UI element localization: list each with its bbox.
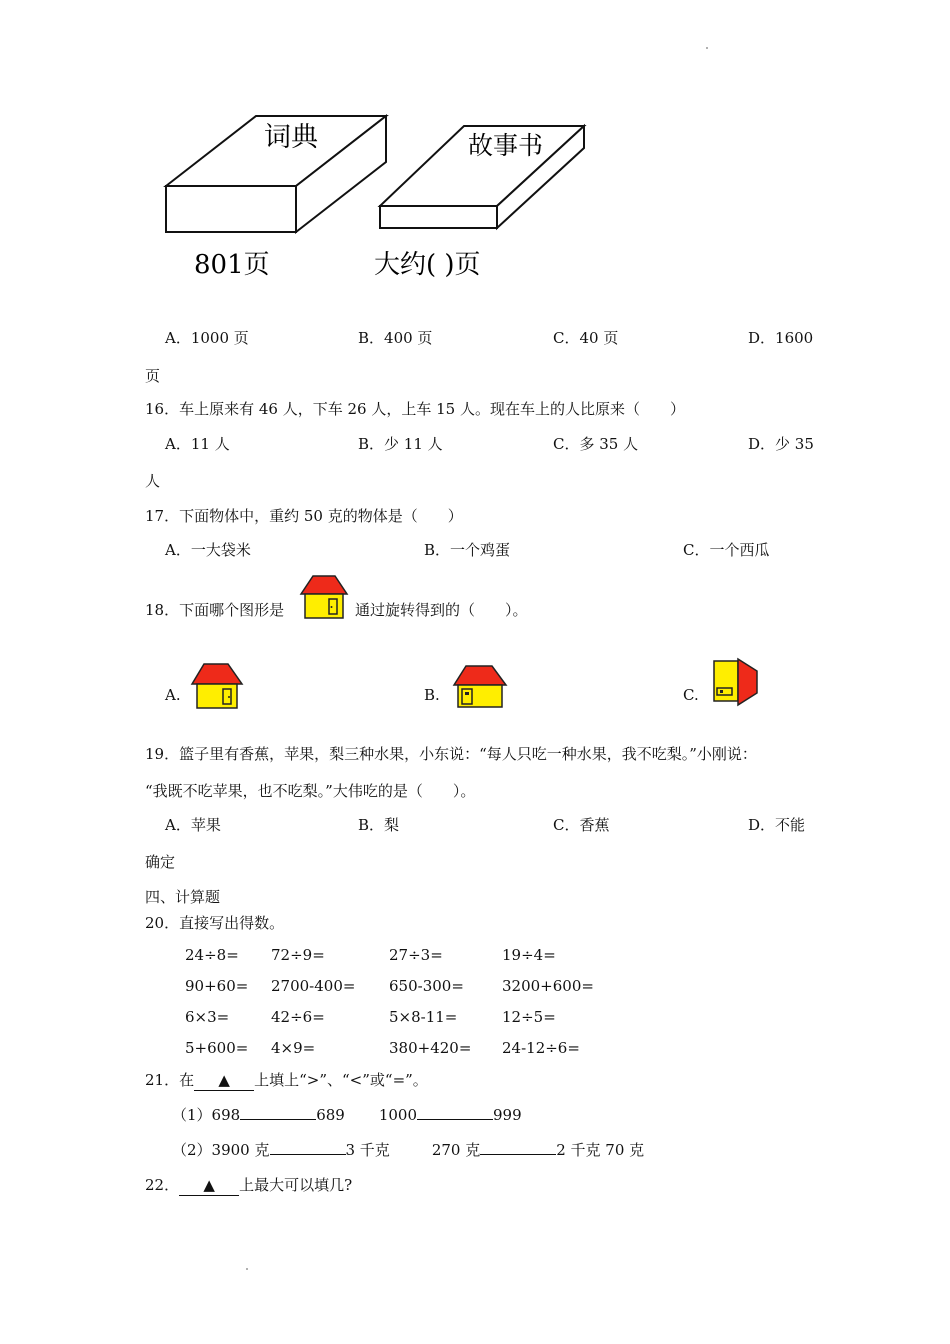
q20-question: 20．直接写出得数。 bbox=[145, 914, 285, 932]
calc-item: 380+420= bbox=[389, 1039, 472, 1057]
storybook-pages: 大约( )页 bbox=[374, 250, 481, 280]
q16-option-c: C．多 35 人 bbox=[553, 435, 639, 453]
q21-p2-right1: 3 千克 bbox=[345, 1141, 390, 1159]
q15-option-d: D．1600 bbox=[748, 329, 814, 347]
storybook-title: 故事书 bbox=[468, 131, 544, 160]
q15-option-d-wrap: 页 bbox=[145, 367, 161, 385]
house-reference-icon bbox=[299, 572, 349, 620]
calc-item: 2700-400= bbox=[271, 977, 356, 995]
q22-suffix: 上最大可以填几? bbox=[239, 1176, 353, 1194]
q21-p1-right2: 999 bbox=[493, 1106, 522, 1124]
q18-option-c: C. bbox=[683, 686, 699, 704]
calc-item: 72÷9= bbox=[271, 946, 325, 964]
q21-p2-left2: 270 克 bbox=[431, 1141, 481, 1159]
triangle-blank bbox=[179, 1175, 239, 1196]
house-option-c-icon bbox=[711, 657, 761, 707]
dictionary-title: 词典 bbox=[264, 122, 318, 153]
q19-option-d: D．不能 bbox=[748, 816, 806, 834]
q21-part2 bbox=[172, 1140, 644, 1160]
q16-option-d-wrap: 人 bbox=[145, 472, 161, 490]
q18-option-a: A. bbox=[165, 686, 181, 704]
q19-line1: 19．篮子里有香蕉，苹果，梨三种水果，小东说：“每人只吃一种水果，我不吃梨。”小刚说： bbox=[145, 745, 757, 763]
q17-option-b: B．一个鸡蛋 bbox=[424, 541, 511, 559]
answer-blank[interactable] bbox=[417, 1105, 493, 1120]
q16-option-b: B．少 11 人 bbox=[358, 435, 443, 453]
calc-item: 24-12÷6= bbox=[502, 1039, 580, 1057]
answer-blank[interactable] bbox=[240, 1105, 316, 1120]
q17-question: 17．下面物体中，重约 50 克的物体是（ ） bbox=[145, 507, 463, 525]
scan-dot bbox=[246, 1268, 248, 1270]
q19-option-b: B．梨 bbox=[358, 816, 400, 834]
q19-option-a: A．苹果 bbox=[165, 816, 221, 834]
q19-option-c: C．香蕉 bbox=[553, 816, 610, 834]
calc-item: 42÷6= bbox=[271, 1008, 325, 1026]
scan-dot bbox=[706, 47, 708, 49]
house-option-b-icon bbox=[452, 663, 508, 709]
q22-question bbox=[145, 1175, 352, 1196]
calc-item: 3200+600= bbox=[502, 977, 594, 995]
calc-item: 27÷3= bbox=[389, 946, 443, 964]
calc-item: 90+60= bbox=[185, 977, 249, 995]
triangle-blank bbox=[194, 1070, 254, 1091]
q16-option-d: D．少 35 bbox=[748, 435, 814, 453]
q21-suffix: 上填上“>”、“<”或“=”。 bbox=[254, 1071, 428, 1089]
calc-item: 24÷8= bbox=[185, 946, 239, 964]
house-option-a-icon bbox=[190, 660, 244, 710]
calc-item: 19÷4= bbox=[502, 946, 556, 964]
section-heading: 四、计算题 bbox=[145, 888, 221, 906]
q17-option-a: A．一大袋米 bbox=[165, 541, 251, 559]
books-figure bbox=[160, 108, 600, 288]
q21-p1-right1: 689 bbox=[316, 1106, 345, 1124]
triangle-icon: ▲ bbox=[203, 1176, 215, 1194]
calc-item: 5+600= bbox=[185, 1039, 249, 1057]
q15-option-b: B．400 页 bbox=[358, 329, 433, 347]
q16-question: 16．车上原来有 46 人，下车 26 人，上车 15 人。现在车上的人比原来（ ） bbox=[145, 400, 685, 418]
q21-p2-label: （2）3900 克 bbox=[172, 1141, 270, 1159]
q22-prefix: 22． bbox=[145, 1176, 180, 1194]
q18-prefix: 18．下面哪个图形是 bbox=[145, 601, 285, 619]
q15-option-a: A．1000 页 bbox=[165, 329, 249, 347]
calc-item: 5×8-11= bbox=[389, 1008, 458, 1026]
triangle-icon: ▲ bbox=[218, 1071, 230, 1089]
q16-option-a: A．11 人 bbox=[165, 435, 230, 453]
q21-p1-left2: 1000 bbox=[378, 1106, 418, 1124]
calc-item: 12÷5= bbox=[502, 1008, 556, 1026]
q15-option-c: C．40 页 bbox=[553, 329, 619, 347]
answer-blank[interactable] bbox=[270, 1140, 346, 1155]
answer-blank[interactable] bbox=[480, 1140, 556, 1155]
q21-p1-label: （1）698 bbox=[172, 1106, 241, 1124]
q21-prefix: 21．在 bbox=[145, 1071, 195, 1089]
q19-option-d-wrap: 确定 bbox=[145, 853, 176, 871]
q19-line2: “我既不吃苹果，也不吃梨。”大伟吃的是（ ）。 bbox=[145, 782, 476, 800]
q17-option-c: C．一个西瓜 bbox=[683, 541, 770, 559]
calc-item: 6×3= bbox=[185, 1008, 230, 1026]
calc-item: 4×9= bbox=[271, 1039, 316, 1057]
q21-p2-right2: 2 千克 70 克 bbox=[556, 1141, 645, 1159]
q21-part1 bbox=[172, 1105, 522, 1125]
q18-suffix: 通过旋转得到的（ ）。 bbox=[355, 601, 528, 619]
q21-question bbox=[145, 1070, 428, 1091]
q18-option-b: B. bbox=[424, 686, 440, 704]
calc-item: 650-300= bbox=[389, 977, 464, 995]
dictionary-pages: 801页 bbox=[194, 250, 270, 280]
